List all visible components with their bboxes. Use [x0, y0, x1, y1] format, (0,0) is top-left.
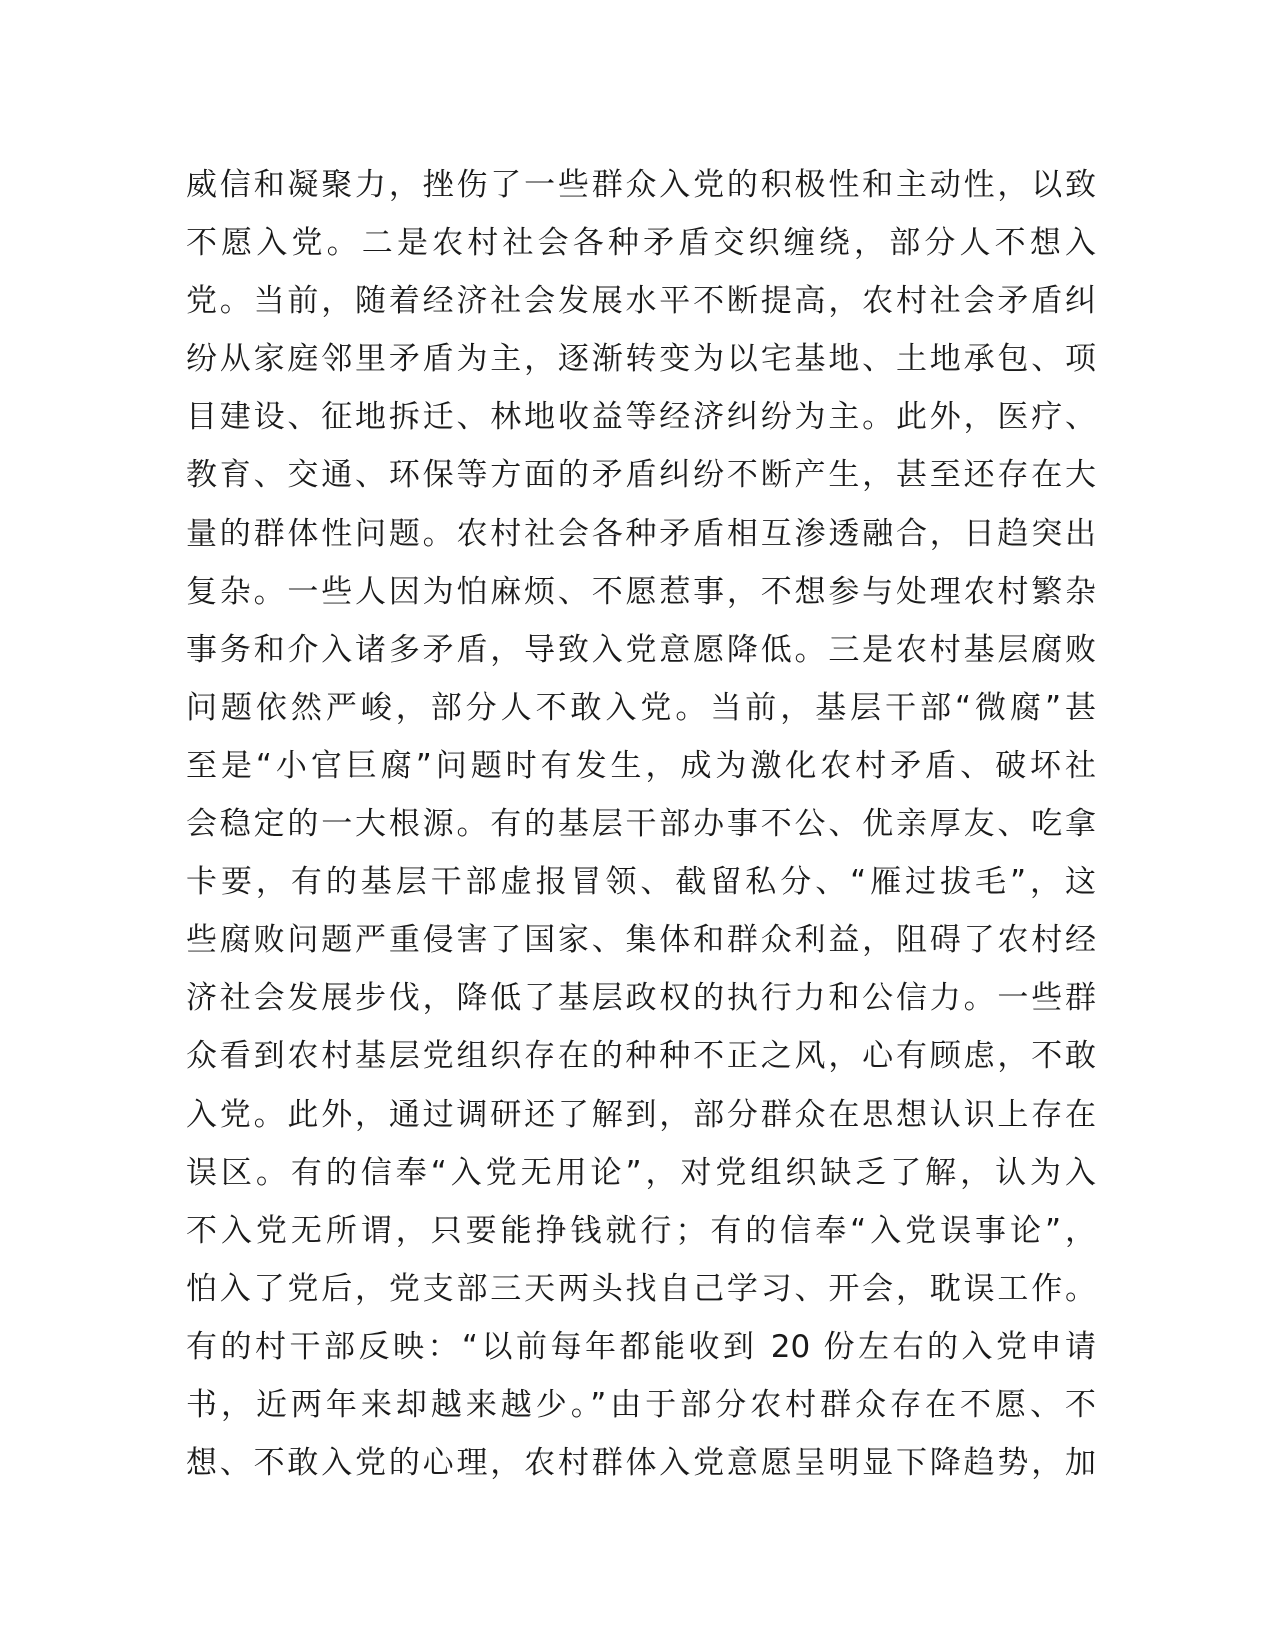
text-line: 众看到农村基层党组织存在的种种不正之风，心有顾虑，不敢	[186, 1038, 1096, 1075]
text-line: 量的群体性问题。农村社会各种矛盾相互渗透融合，日趋突出	[186, 515, 1096, 552]
text-line: 想、不敢入党的心理，农村群体入党意愿呈明显下降趋势，加	[186, 1445, 1096, 1482]
text-line: 济社会发展步伐，降低了基层政权的执行力和公信力。一些群	[186, 980, 1096, 1017]
text-line: 些腐败问题严重侵害了国家、集体和群众利益，阻碍了农村经	[186, 922, 1096, 959]
text-line: 入党。此外，通过调研还了解到，部分群众在思想认识上存在	[186, 1096, 1096, 1133]
text-line: 有的村干部反映：“以前每年都能收到 20 份左右的入党申请	[186, 1328, 1096, 1365]
text-line: 怕入了党后，党支部三天两头找自己学习、开会，耽误工作。	[186, 1270, 1096, 1307]
text-line: 事务和介入诸多矛盾，导致入党意愿降低。三是农村基层腐败	[186, 631, 1096, 668]
text-line: 卡要，有的基层干部虚报冒领、截留私分、“雁过拔毛”，这	[186, 864, 1096, 901]
text-line: 复杂。一些人因为怕麻烦、不愿惹事，不想参与处理农村繁杂	[186, 573, 1096, 610]
text-line: 会稳定的一大根源。有的基层干部办事不公、优亲厚友、吃拿	[186, 806, 1096, 843]
text-line: 党。当前，随着经济社会发展水平不断提高，农村社会矛盾纠	[186, 283, 1096, 320]
text-line: 误区。有的信奉“入党无用论”，对党组织缺乏了解，认为入	[186, 1154, 1096, 1191]
text-line: 教育、交通、环保等方面的矛盾纠纷不断产生，甚至还存在大	[186, 457, 1096, 494]
text-line: 目建设、征地拆迁、林地收益等经济纠纷为主。此外，医疗、	[186, 399, 1096, 436]
text-line: 纷从家庭邻里矛盾为主，逐渐转变为以宅基地、土地承包、项	[186, 341, 1096, 378]
text-line: 威信和凝聚力，挫伤了一些群众入党的积极性和主动性，以致	[186, 167, 1096, 203]
text-line: 不入党无所谓，只要能挣钱就行；有的信奉“入党误事论”，	[186, 1212, 1096, 1249]
text-line: 书，近两年来却越来越少。”由于部分农村群众存在不愿、不	[186, 1386, 1096, 1423]
body-paragraph	[186, 156, 1096, 1492]
text-line: 至是“小官巨腐”问题时有发生，成为激化农村矛盾、破坏社	[186, 747, 1096, 784]
text-line: 问题依然严峻，部分人不敢入党。当前，基层干部“微腐”甚	[186, 689, 1096, 726]
text-line: 不愿入党。二是农村社会各种矛盾交织缠绕，部分人不想入	[186, 225, 1096, 262]
